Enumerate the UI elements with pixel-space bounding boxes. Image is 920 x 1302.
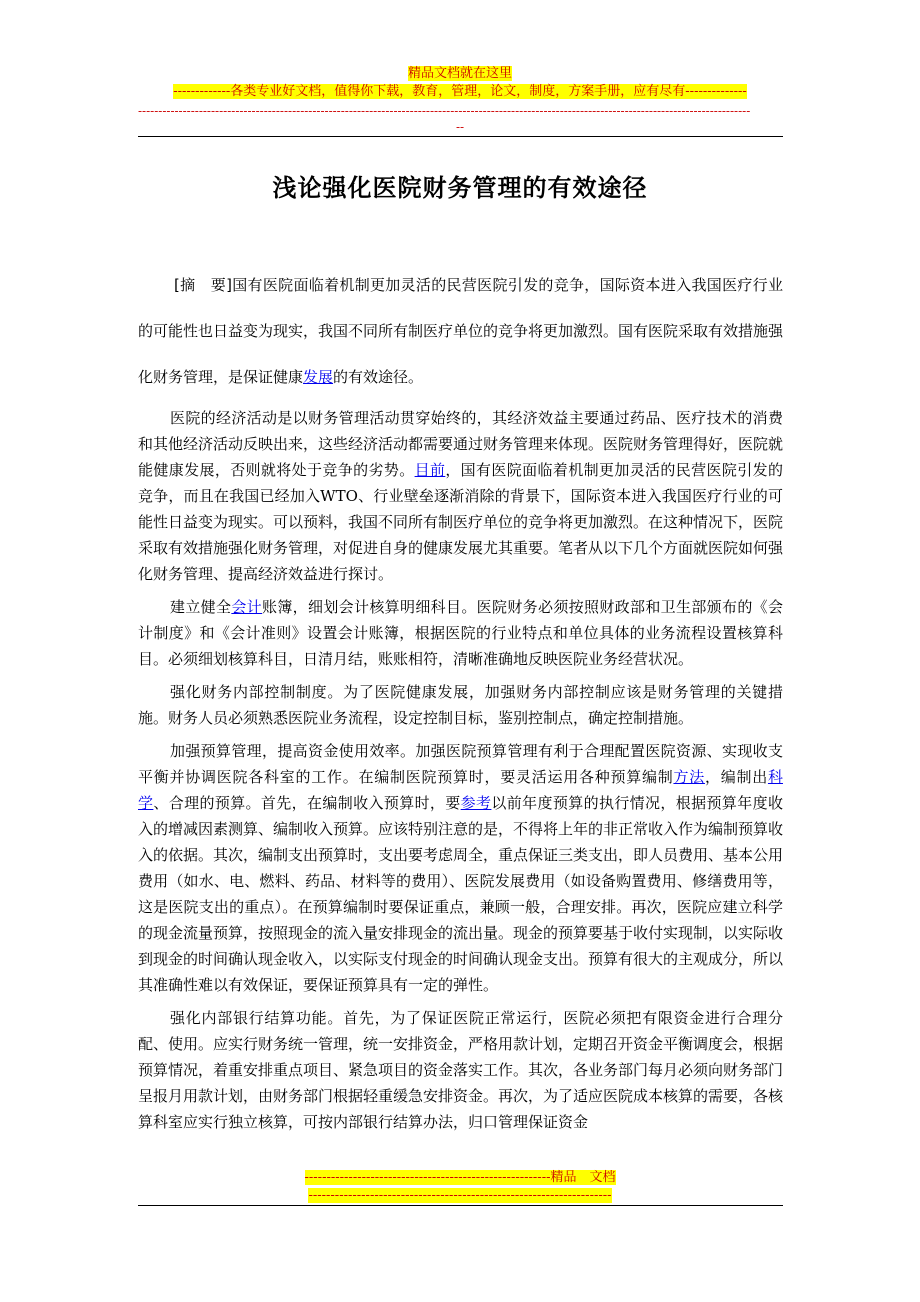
abstract-link-development[interactable]: 发展 [303,368,334,386]
paragraph-5 [138,1005,783,1135]
link-fang-fa[interactable]: 方法 [673,768,705,786]
paragraph-2-text: 建立健全 [170,598,232,616]
paragraph-4-text-c: 、合理的预算。首先，在编制收入预算时，要 [153,794,461,812]
paragraph-5-text: 强化内部银行结算功能。首先，为了保证医院正常运行，医院必须把有限资金进行合理分配、使用。应实行财务统一管理，统一安排资金，严格用款计划，定期召开资金平衡调度会，根据预算情况，着重安排重点项目、紧急项目的资金落实工作。其次，各业务部门每月必须向财务部门呈报月用款计划，由财务部门根据轻重缓急安排资金。再次，为了适应医院成本核算的需要，各核算科室应实行独立核算，可按内部银行结算办法，归口管理保证资金 [138,1009,784,1131]
paragraph-1 [138,405,783,587]
link-kuai-ji[interactable]: 会计 [231,598,263,616]
paragraph-4 [138,738,783,998]
document-body [138,405,783,1142]
document-title: 浅论强化医院财务管理的有效途径 [272,174,648,202]
header-title-text: 精品文档就在这里 [407,66,512,81]
header-dashed-tail: -- [455,120,465,134]
paragraph-2-text-cont: 账簿，细划会计核算明细科目。医院财务必须按照财政部和卫生部颁布的《会计制度》和《会计准则》设置会计账簿，根据医院的行业特点和单位具体的业务流程设置核算科目。必须细划核算科目，日清月结，账账相符，清晰准确地反映医院业务经营状况。 [138,598,783,668]
paragraph-4-text: 加强预算管理，提高资金使用效率。加强医院预算管理有利于合理配置医院资源、实现收支平衡并协调医院各科室的工作。在编制医院预算时，要灵活运用各种预算编制 [138,742,783,786]
header-dashed-line: ------------------------------------------------------------------------------------------------------------------------------------------------------- [138,104,751,118]
paragraph-4-text-b: ，编制出 [704,768,768,786]
link-ke-xue[interactable]: 科学 [138,768,783,812]
abstract-text: [摘 要]国有医院面临着机制更加灵活的民营医院引发的竞争，国际资本进入我国医疗行业的可能性也日益变为现实，我国不同所有制医疗单位的竞争将更加激烈。国有医院采取有效措施强化财务管理，是保证健康 [138,276,784,386]
link-can-kao[interactable]: 参考 [460,794,492,812]
paragraph-1-text: 医院的经济活动是以财务管理活动贯穿始终的，其经济效益主要通过药品、医疗技术的消费和其他经济活动反映出来，这些经济活动都需要通过财务管理来体现。医院财务管理得好，医院就能健康发展，否则就将处于竞争的劣势。 [138,409,784,479]
header-tagline-text: -------------各类专业好文档，值得你下载，教育，管理，论文，制度，方案手册，应有尽有-------------- [173,84,747,99]
header-banner-tagline [0,84,920,100]
footer-banner [0,1170,920,1186]
paragraph-1-text-cont: ，国有医院面临着机制更加灵活的民营医院引发的竞争，而且在我国已经加入WTO、行业壁垒逐渐消除的背景下，国际资本进入我国医疗行业的可能性日益变为现实。可以预料，我国不同所有制医疗单位的竞争将更加激烈。在这种情况下，医院采取有效措施强化财务管理，对促进自身的健康发展尤其重要。笔者从以下几个方面就医院如何强化财务管理、提高经济效益进行探讨。 [138,461,784,583]
paragraph-4-text-d: 以前年度预算的执行情况，根据预算年度收入的增减因素测算、编制收入预算。应该特别注意的是，不得将上年的非正常收入作为编制预算收入的依据。其次，编制支出预算时，支出要考虑周全，重点保证三类支出，即人员费用、基本公用费用（如水、电、燃料、药品、材料等的费用）、医院发展费用（如设备购置费用、修缮费用等，这是医院支出的重点）。在预算编制时要保证重点，兼顾一般，合理安排。再次，医院应建立科学的现金流量预算，按照现金的流入量安排现金的流出量。现金的预算要基于收付实现制，以实际收到现金的时间确认现金收入，以实际支付现金的时间确认现金支出。预算有很大的主观成分，所以其准确性难以有效保证，要保证预算具有一定的弹性。 [138,794,784,994]
footer-rule [138,1205,783,1206]
paragraph-3 [138,679,783,731]
header-banner-title [0,66,920,82]
footer-dashes [0,1188,920,1204]
header-rule [138,136,783,137]
abstract [138,262,783,400]
footer-text: --------------------------------------------------------精品 文档 [304,1170,616,1185]
abstract-text-end: 的有效途径。 [333,368,424,386]
link-mu-qian[interactable]: 目前 [414,461,446,479]
paragraph-3-text: 强化财务内部控制制度。为了医院健康发展，加强财务内部控制应该是财务管理的关键措施。财务人员必须熟悉医院业务流程，设定控制目标，鉴别控制点，确定控制措施。 [138,683,783,727]
paragraph-2 [138,594,783,672]
footer-dashes-text: --------------------------------------------------------------------- [308,1188,612,1203]
